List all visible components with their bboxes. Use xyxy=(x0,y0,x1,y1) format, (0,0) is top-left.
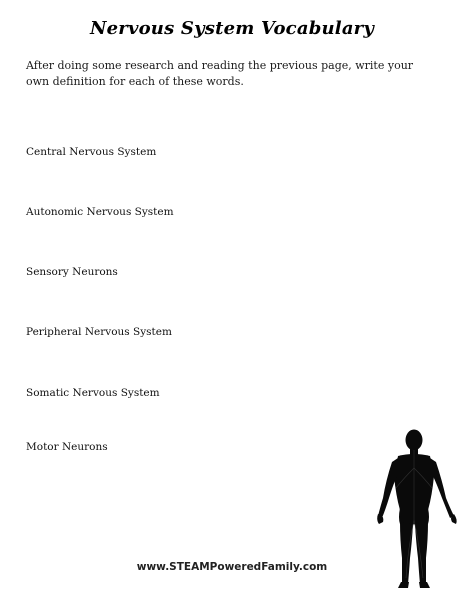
vocab-term-sensory-neurons: Sensory Neurons xyxy=(26,266,118,278)
vocab-term-somatic-nervous-system: Somatic Nervous System xyxy=(26,387,160,399)
vocab-term-peripheral-nervous-system: Peripheral Nervous System xyxy=(26,326,172,338)
vocab-term-autonomic-nervous-system: Autonomic Nervous System xyxy=(26,206,174,218)
vocab-term-motor-neurons: Motor Neurons xyxy=(26,441,108,453)
vocab-term-central-nervous-system: Central Nervous System xyxy=(26,146,157,158)
vocabulary-list xyxy=(26,0,356,600)
footer-website: www.STEAMPoweredFamily.com xyxy=(136,561,328,573)
page-title: Nervous System Vocabulary xyxy=(89,18,375,39)
instructions-text: After doing some research and reading the previous page, write your own definition for each of these words. xyxy=(26,59,414,88)
